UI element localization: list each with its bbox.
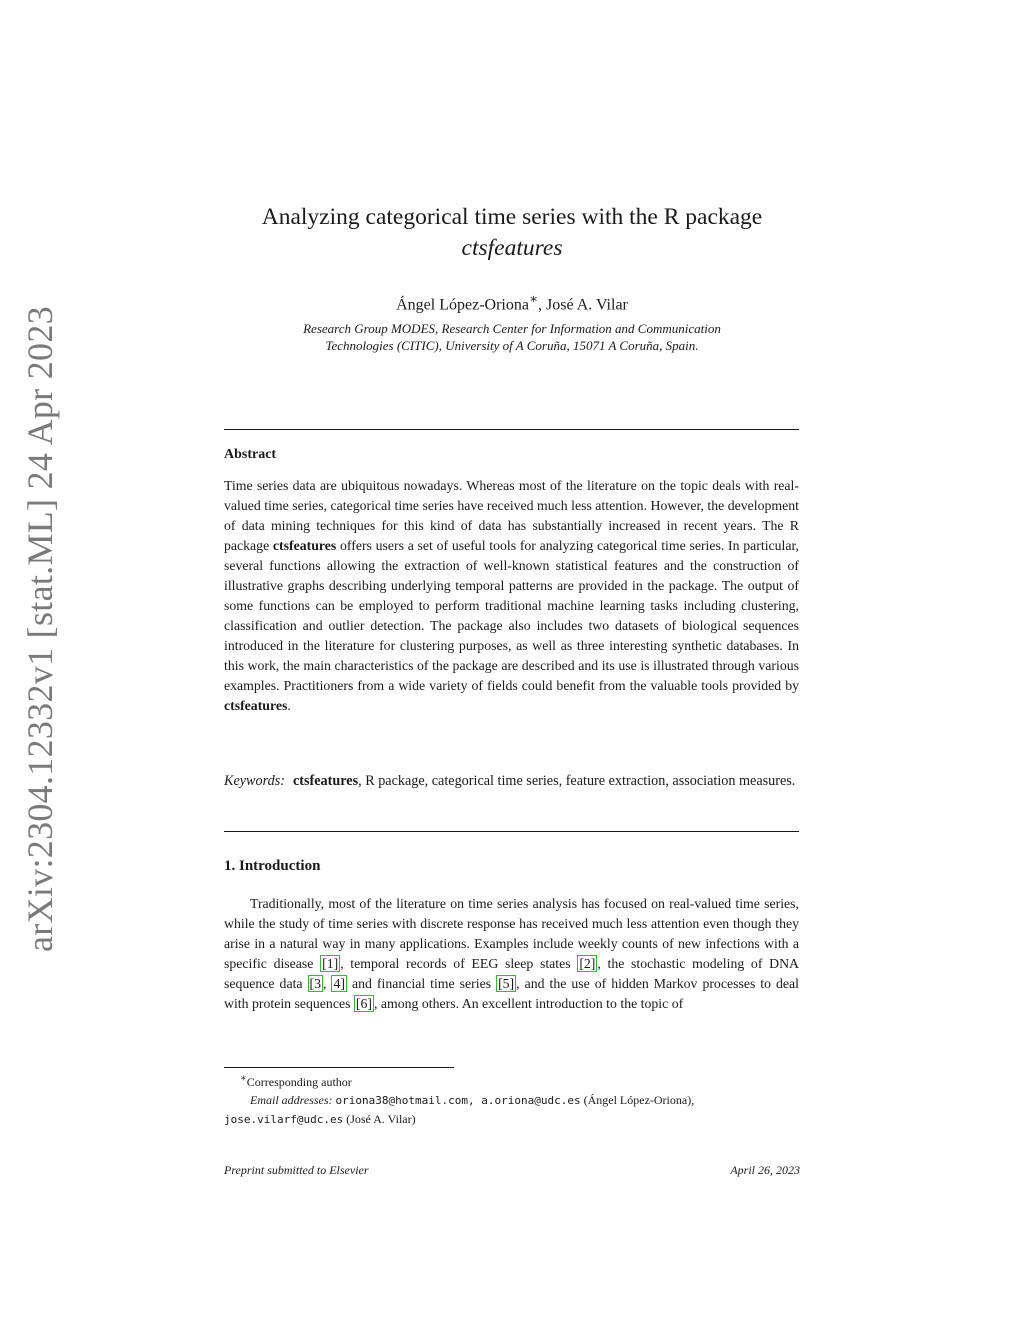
title-line-2: ctsfeatures: [461, 235, 563, 261]
footnote-mark: ∗: [240, 1073, 247, 1084]
intro-text-2: , temporal records of EEG sleep states: [340, 956, 578, 971]
keywords: [224, 766, 799, 796]
paper-title: [160, 202, 864, 264]
intro-text-5: , and the use of hidden Markov processes to deal with protein sequences: [224, 976, 800, 1011]
footnote: [224, 1070, 799, 1129]
citation-link-4[interactable]: 4]: [333, 976, 345, 991]
abstract-part-3: .: [287, 698, 291, 713]
preprint-date: April 26, 2023: [730, 1163, 800, 1177]
footnote-corresponding-text: Corresponding author: [246, 1075, 352, 1089]
email-owner-2: (José A. Vilar): [343, 1112, 416, 1126]
footnote-emails: [224, 1091, 799, 1110]
abstract-part-1: Time series data are ubiquitous nowadays. Whereas most of the literature on the topic deals with real-valued time series, categorical time series have received much less attention. However, the development of data mining techniques for this kind of data has substantially increased in recent years. The R package: [224, 478, 799, 553]
introduction-text: [224, 894, 799, 1014]
author-2: José A. Vilar: [546, 296, 628, 314]
affiliation: [200, 320, 824, 354]
abstract-part-2: offers users a set of useful tools for analyzing categorical time series. In particular, several functions allowing the extraction of well-known statistical features and the construction of illustrative graphs describing underlying temporal patterns are provided in the package. The output of some functions can be employed to perform traditional machine learning tasks including clustering, classification and outlier detection. The package also includes two datasets of biological sequences introduced in the literature for clustering purposes, as well as three interesting synthetic databases. In this work, the main characteristics of the package are described and its use is illustrated through various examples. Practitioners from a wide variety of fields could benefit from the valuable tools provided by: [224, 538, 800, 693]
keywords-rest: , R package, categorical time series, feature extraction, association measures.: [358, 773, 796, 789]
author-1: Ángel López-Oriona: [396, 296, 529, 314]
citation-separator: ,: [323, 976, 332, 991]
intro-text-1: Traditionally, most of the literature on time series analysis has focused on real-valued time series, while the study of time series with discrete response has received much less attention even though they arise in a natural way in many applications. Examples include weekly counts of new infections with a specific disease: [224, 896, 799, 971]
email-label: Email addresses:: [250, 1093, 333, 1107]
email-addresses-1[interactable]: oriona38@hotmail.com, a.oriona@udc.es: [335, 1094, 581, 1107]
intro-text-3: , the stochastic modeling of DNA sequence data: [224, 956, 799, 991]
citation-link-3[interactable]: [3: [309, 976, 322, 991]
citation-link-2[interactable]: [2]: [579, 956, 596, 971]
title-line-1: Analyzing categorical time series with the R package: [261, 204, 763, 230]
keywords-package: ctsfeatures: [292, 773, 359, 789]
citation-link-6[interactable]: [6]: [355, 996, 372, 1011]
footnote-corresponding: [224, 1070, 799, 1091]
section-heading-introduction: 1. Introduction: [224, 858, 321, 874]
citation-link-5[interactable]: [5]: [498, 976, 515, 991]
abstract-heading: Abstract: [224, 447, 277, 462]
intro-text-6: , among others. An excellent introduction to the topic of: [373, 996, 684, 1011]
affiliation-line-2: Technologies (CITIC), University of A Coruña, 15071 A Coruña, Spain.: [325, 338, 699, 353]
abstract-text: [224, 476, 799, 716]
preprint-note: Preprint submitted to Elsevier: [224, 1163, 369, 1177]
footnote-rule: [224, 1067, 454, 1068]
email-address-2[interactable]: jose.vilarf@udc.es: [224, 1113, 344, 1126]
abstract-bottom-rule: [224, 831, 799, 832]
package-name: ctsfeatures: [272, 538, 337, 553]
affiliation-line-1: Research Group MODES, Research Center for Information and Communication: [303, 321, 721, 336]
author-list: [160, 291, 864, 314]
email-owner-1: (Ángel López-Oriona),: [580, 1093, 695, 1107]
citation-link-1[interactable]: [1]: [322, 956, 339, 971]
author-separator: ,: [538, 296, 547, 314]
corresponding-mark: ∗: [528, 291, 539, 306]
package-name: ctsfeatures: [224, 698, 288, 713]
arxiv-side-stamp: arXiv:2304.12332v1 [stat.ML] 24 Apr 2023: [20, 306, 60, 952]
keywords-label: Keywords:: [224, 773, 285, 789]
intro-text-4: and financial time series: [346, 976, 497, 991]
footnote-emails-2: [224, 1110, 799, 1129]
abstract-top-rule: [224, 429, 799, 430]
